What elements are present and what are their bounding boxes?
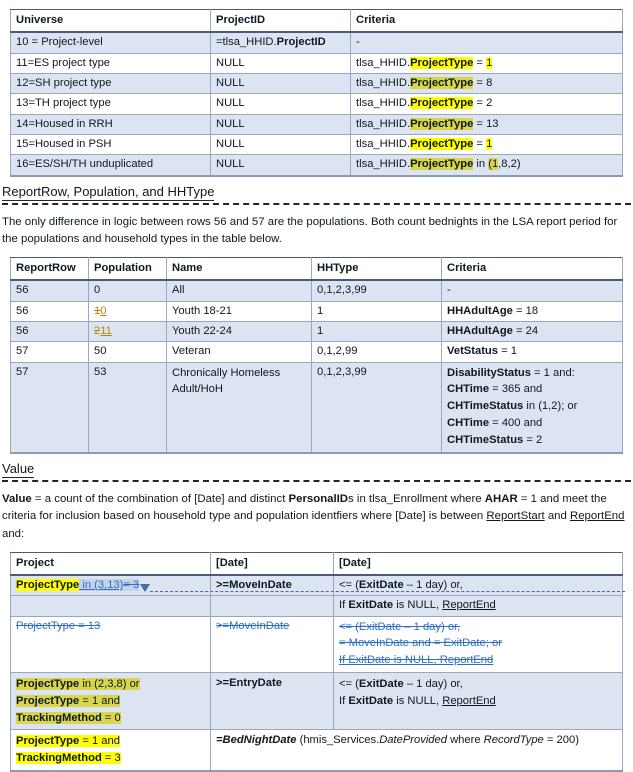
- cell-projectid: NULL: [211, 53, 351, 73]
- cell-bednight-formula: =BedNightDate (hmis_Services.DateProvided where RecordType = 200): [211, 730, 623, 771]
- cell-population: 53: [89, 362, 167, 452]
- section-heading-value: [2, 461, 633, 478]
- cell-projectid: NULL: [211, 73, 351, 93]
- tracked-deletion: 2: [94, 324, 101, 337]
- cell-population: [89, 321, 167, 341]
- table-row: [11, 672, 623, 729]
- table-row: [11, 73, 623, 93]
- cell-date-1: >=EntryDate: [211, 672, 334, 729]
- cell-criteria: tlsa_HHID.ProjectType = 2: [351, 94, 623, 114]
- cell-projectid: NULL: [211, 94, 351, 114]
- value-table: [10, 552, 623, 772]
- section-heading-reportrow: [2, 184, 633, 201]
- cell-name: Veteran: [167, 342, 312, 362]
- table-row: [11, 362, 623, 452]
- cell-project-empty: [11, 596, 211, 616]
- cell-universe: 11=ES project type: [11, 53, 211, 73]
- highlight-projecttype: ProjectType: [410, 158, 474, 171]
- cell-criteria: VetStatus = 1: [442, 342, 623, 362]
- highlight-project-criteria: ProjectType = 1 and: [16, 735, 120, 748]
- cell-population: [89, 301, 167, 321]
- change-marker-icon: [140, 584, 150, 592]
- universe-table: [10, 9, 623, 177]
- cell-name: Chronically Homeless Adult/HoH: [167, 362, 312, 452]
- value-paragraph: Value = a count of the combination of [Date] and distinct PersonalIDs in tlsa_Enrollment where AHAR = 1 and meet the criteria for inclusion based on household type and population identfiers where [Date] is between ReportStart and ReportEnd and:: [2, 492, 625, 540]
- cell-hhtype: 1: [312, 301, 442, 321]
- col-header-population: Population: [89, 257, 167, 280]
- change-bar-line: [150, 591, 625, 592]
- col-header-projectid: ProjectID: [211, 10, 351, 33]
- table-row: [11, 53, 623, 73]
- cell-universe: 16=ES/SH/TH unduplicated: [11, 155, 211, 176]
- cell-population: 50: [89, 342, 167, 362]
- cell-date-1-empty: [211, 596, 334, 616]
- col-header-criteria: Criteria: [442, 257, 623, 280]
- cell-universe: 10 = Project-level: [11, 32, 211, 53]
- cell-criteria: -: [351, 32, 623, 53]
- cell-criteria: tlsa_HHID.ProjectType = 13: [351, 114, 623, 134]
- highlight-projecttype: ProjectType: [410, 97, 474, 110]
- table-row-deleted: [11, 616, 623, 672]
- cell-date-1: >=MoveInDate: [211, 575, 334, 596]
- table-row: [11, 730, 623, 771]
- cell-name: All: [167, 280, 312, 301]
- tracked-insertion: in (3,13): [79, 578, 124, 591]
- cell-projectid: NULL: [211, 114, 351, 134]
- cell-universe: 13=TH project type: [11, 94, 211, 114]
- highlight-projecttype: ProjectType: [410, 56, 474, 69]
- cell-hhtype: 0,1,2,3,99: [312, 362, 442, 452]
- cell-universe: 15=Housed in PSH: [11, 134, 211, 154]
- highlight-project-criteria: ProjectType in (2,3,8) or: [16, 677, 140, 690]
- highlight-projecttype: ProjectType: [410, 137, 474, 150]
- highlight-projecttype: ProjectType: [16, 578, 80, 591]
- cell-criteria: -: [442, 280, 623, 301]
- cell-criteria: DisabilityStatus = 1 and: CHTime = 365 and CHTimeStatus in (1,2); or CHTime = 400 and CHTimeStatus = 2: [442, 362, 623, 452]
- cell-date-1: >=MoveInDate: [211, 616, 334, 672]
- cell-universe: 14=Housed in RRH: [11, 114, 211, 134]
- table-header-row: [11, 552, 623, 575]
- cell-projectid: NULL: [211, 134, 351, 154]
- table-row: [11, 155, 623, 176]
- col-header-criteria: Criteria: [351, 10, 623, 33]
- cell-universe: 12=SH project type: [11, 73, 211, 93]
- tracked-deletion: = 3: [123, 578, 140, 591]
- col-header-reportrow: ReportRow: [11, 257, 89, 280]
- section-divider: [2, 480, 631, 482]
- highlight-projecttype: ProjectType: [410, 117, 474, 130]
- section-heading-label: Value: [2, 460, 35, 476]
- document-page: [0, 9, 633, 765]
- table-row: [11, 134, 623, 154]
- cell-hhtype: 1: [312, 321, 442, 341]
- cell-name: Youth 18-21: [167, 301, 312, 321]
- table-row: [11, 342, 623, 362]
- tracked-insertion: 0: [100, 304, 107, 317]
- cell-project: [11, 672, 211, 729]
- section-heading-label: ReportRow, Population, and HHType: [2, 183, 215, 199]
- table-row: [11, 280, 623, 301]
- table-row-continuation: [11, 596, 623, 616]
- cell-hhtype: 0,1,2,99: [312, 342, 442, 362]
- table-header-row: [11, 257, 623, 280]
- cell-date-2: <= (ExitDate – 1 day) or, If ExitDate is NULL, ReportEnd: [334, 672, 623, 729]
- col-header-name: Name: [167, 257, 312, 280]
- col-header-universe: Universe: [11, 10, 211, 33]
- highlight-projecttype: ProjectType: [410, 76, 474, 89]
- reportrow-paragraph: The only difference in logic between rows 56 and 57 are the populations. Both count bednights in the LSA report period for the populations and household types in the table below.: [2, 215, 618, 246]
- cell-criteria: HHAdultAge = 18: [442, 301, 623, 321]
- cell-reportrow: 56: [11, 301, 89, 321]
- cell-reportrow: 56: [11, 280, 89, 301]
- highlight-project-criteria: ProjectType = 1 and: [16, 694, 120, 707]
- table-row: [11, 114, 623, 134]
- highlight-project-criteria: TrackingMethod = 0: [16, 711, 121, 724]
- cell-criteria: tlsa_HHID.ProjectType = 1: [351, 53, 623, 73]
- table-row: [11, 94, 623, 114]
- cell-project: [11, 575, 211, 596]
- cell-criteria: tlsa_HHID.ProjectType in (1,8,2): [351, 155, 623, 176]
- tracked-insertion: 11: [100, 324, 112, 337]
- col-header-hhtype: HHType: [312, 257, 442, 280]
- cell-reportrow: 57: [11, 342, 89, 362]
- cell-criteria: tlsa_HHID.ProjectType = 1: [351, 134, 623, 154]
- highlight-value: (1: [488, 158, 499, 171]
- section-divider: [2, 203, 631, 205]
- cell-criteria: HHAdultAge = 24: [442, 321, 623, 341]
- col-header-date-2: [Date]: [334, 552, 623, 575]
- col-header-date-1: [Date]: [211, 552, 334, 575]
- highlight-value: 1: [486, 56, 493, 69]
- col-header-project: Project: [11, 552, 211, 575]
- table-row: [11, 32, 623, 53]
- highlight-value: 1: [486, 137, 493, 150]
- cell-population: 0: [89, 280, 167, 301]
- cell-date-2: <= (ExitDate – 1 day) or,: [334, 575, 623, 596]
- cell-project: ProjectType = 13: [11, 616, 211, 672]
- table-row: [11, 301, 623, 321]
- tracked-deletion: 1: [94, 304, 101, 317]
- cell-name: Youth 22-24: [167, 321, 312, 341]
- cell-projectid: NULL: [211, 155, 351, 176]
- table-row: [11, 321, 623, 341]
- cell-reportrow: 56: [11, 321, 89, 341]
- cell-project: [11, 730, 211, 771]
- reportrow-table: [10, 257, 623, 454]
- cell-date-2: If ExitDate is NULL, ReportEnd: [334, 596, 623, 616]
- cell-criteria: tlsa_HHID.ProjectType = 8: [351, 73, 623, 93]
- cell-reportrow: 57: [11, 362, 89, 452]
- table-header-row: [11, 10, 623, 33]
- highlight-project-criteria: TrackingMethod = 3: [16, 752, 121, 765]
- cell-projectid: =tlsa_HHID.ProjectID: [211, 32, 351, 53]
- cell-date-2: <= (ExitDate – 1 day) or, = MoveInDate and = ExitDate; or If ExitDate is NULL, ReportEnd: [334, 616, 623, 672]
- cell-hhtype: 0,1,2,3,99: [312, 280, 442, 301]
- table-row: [11, 575, 623, 596]
